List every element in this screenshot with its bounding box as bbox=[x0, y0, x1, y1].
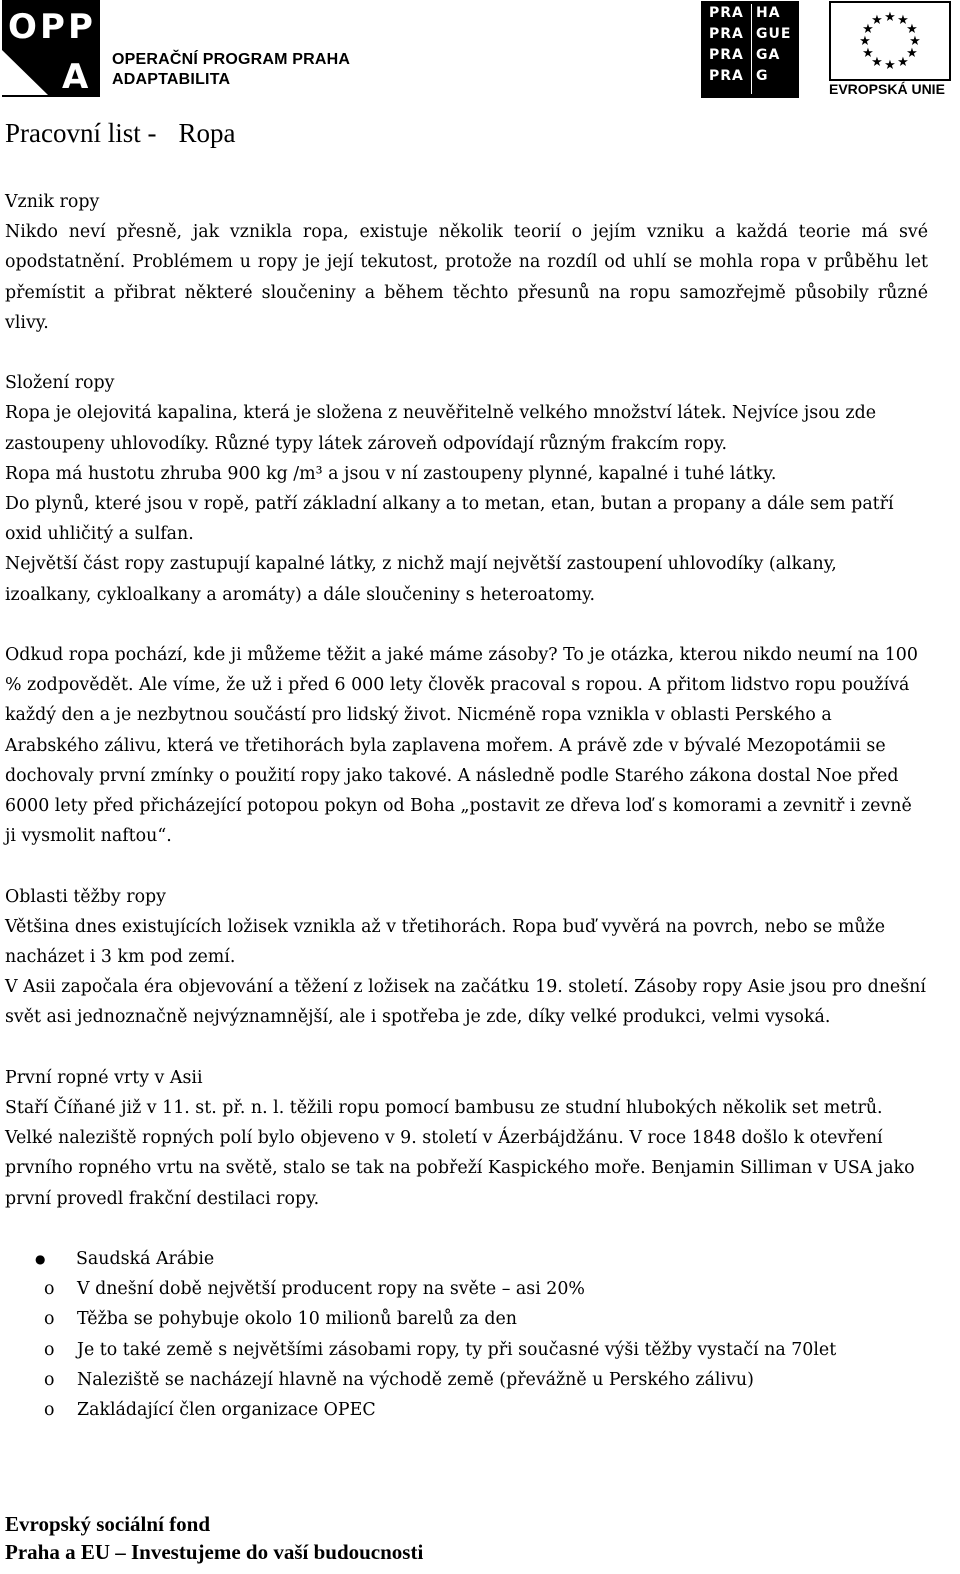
paragraph-vznik: Nikdo neví přesně, jak vznikla ropa, existuje několik teorií o jejím vzniku a každá teorie má své opodstatnění. Problémem u ropy je její tekutost, protože na rozdíl od uhlí se mohla ropa v průběhu let přemístit a přibrat některé sloučeniny a během těchto přesunů na ropu samozřejmě působily různé vlivy. bbox=[5, 222, 928, 333]
paragraph-oblasti-2: V Asii započala éra objevování a těžení z ložisek na začátku 19. století. Zásoby ropy Asie jsou pro dnešní svět asi jednoznačně nejvýznamnější, ale i spotřeba je zde, díky velké produkci, velmi vysoká. bbox=[5, 977, 926, 1028]
opp-logo-mark bbox=[2, 0, 102, 98]
eu-logo bbox=[829, 1, 953, 98]
svg-text:★: ★ bbox=[862, 22, 874, 37]
bullet-label: Saudská Arábie bbox=[76, 1249, 215, 1270]
opp-title-line1: OPERAČNÍ PROGRAM PRAHA bbox=[112, 51, 351, 68]
page-footer bbox=[5, 1510, 423, 1566]
opp-logo bbox=[2, 0, 102, 98]
list-item: o Naleziště se nacházejí hlavně na východě země (převážně u Perského zálivu) bbox=[5, 1365, 928, 1395]
title-part2: Ropa bbox=[178, 118, 236, 148]
svg-text:★: ★ bbox=[897, 13, 909, 28]
footer-line2: Praha a EU – Investujeme do vaší budoucnosti bbox=[5, 1540, 424, 1564]
svg-text:★: ★ bbox=[871, 13, 883, 28]
document-body bbox=[5, 187, 928, 1425]
svg-text:O: O bbox=[8, 7, 37, 47]
footer-line1: Evropský sociální fond bbox=[5, 1512, 211, 1536]
list-item: o Zakládající člen organizace OPEC bbox=[5, 1395, 928, 1425]
svg-text:★: ★ bbox=[906, 22, 918, 37]
paragraph-vrty: Staří Číňané již v 11. st. př. n. l. těžili ropu pomocí bambusu ze studní hlubokých několik set metrů. Velké naleziště ropných polí bylo objeveno v 9. století v Ázerbájdžánu. V roce 1848 došlo k otevření prvního ropného vrtu na světě, stalo se tak na pobřeží Kaspického moře. Benjamin Silliman v USA jako první provedl frakční destilaci ropy. bbox=[5, 1098, 915, 1209]
list-item: o Je to také země s největšími zásobami ropy, ty při současné výši těžby vystačí na 70let bbox=[5, 1335, 928, 1365]
page-title bbox=[5, 118, 235, 149]
opp-program-title bbox=[112, 50, 350, 90]
svg-text:★: ★ bbox=[862, 46, 874, 61]
svg-text:★: ★ bbox=[884, 58, 896, 73]
svg-text:★: ★ bbox=[884, 10, 896, 25]
page-header bbox=[0, 0, 960, 105]
eu-stars-icon bbox=[831, 3, 949, 79]
svg-text:P: P bbox=[68, 7, 93, 47]
list-item: o V dnešní době největší producent ropy na světe – asi 20% bbox=[5, 1274, 928, 1304]
section-heading-oblasti: Oblasti těžby ropy bbox=[5, 886, 166, 907]
paragraph-slozeni-2: Ropa má hustotu zhruba 900 kg /m³ a jsou v ní zastoupeny plynné, kapalné i tuhé látky. bbox=[5, 463, 777, 484]
section-heading-vznik: Vznik ropy bbox=[5, 192, 100, 212]
bullet-list bbox=[5, 1244, 928, 1425]
svg-text:★: ★ bbox=[897, 55, 909, 70]
paragraph-slozeni-4: Největší část ropy zastupují kapalné látky, z nichž mají největší zastoupení uhlovodíky (alkany, izoalkany, cykloalkany a aromáty) a dále sloučeniny s heteroatomy. bbox=[5, 554, 837, 605]
paragraph-odkud: Odkud ropa pochází, kde ji můžeme těžit a jaké máme zásoby? To je otázka, kterou nikdo neumí na 100 % zodpovědět. Ale víme, že už i před 6 000 lety člověk pracoval s ropou. A přitom lidstvo ropu používá každý den a je nezbytnou součástí pro lidský život. Nicméně ropa vznikla v oblasti Perského a Arabského zálivu, která ve třetihorách byla zaplavena mořem. A právě zde v bývalé Mezopotámii se dochovaly první zmínky o použití ropy jako takové. A následně podle Starého zákona dostal Noe před 6000 lety před přicházející potopou pokyn od Boha „postavit ze dřeva loď s komorami a zevnitř i zevně ji vysmolit naftou“. bbox=[5, 645, 918, 847]
title-part1: Pracovní list - bbox=[5, 118, 157, 148]
list-item: o Těžba se pohybuje okolo 10 milionů barelů za den bbox=[5, 1304, 928, 1334]
section-heading-vrty: První ropné vrty v Asii bbox=[5, 1067, 203, 1088]
svg-text:★: ★ bbox=[909, 34, 921, 49]
paragraph-oblasti-1: Většina dnes existujících ložisek vznikla až v třetihorách. Ropa buď vyvěrá na povrch, nebo se může nacházet i 3 km pod zemí. bbox=[5, 916, 885, 968]
section-heading-slozeni: Složení ropy bbox=[5, 373, 115, 394]
paragraph-slozeni-3: Do plynů, které jsou v ropě, patří základní alkany a to metan, etan, butan a propany a dále sem patří oxid uhličitý a sulfan. bbox=[5, 494, 894, 545]
svg-text:★: ★ bbox=[871, 55, 883, 70]
paragraph-slozeni-1: Ropa je olejovitá kapalina, která je složena z neuvěřitelně velkého množství látek. Nejvíce jsou zde zastoupeny uhlovodíky. Různé typy látek zároveň odpovídají různým frakcím ropy. bbox=[5, 403, 877, 454]
svg-text:★: ★ bbox=[906, 46, 918, 61]
list-item bbox=[5, 1244, 928, 1425]
svg-text:A: A bbox=[62, 57, 89, 97]
eu-label: EVROPSKÁ UNIE bbox=[829, 81, 945, 97]
sub-list bbox=[5, 1274, 928, 1425]
svg-text:★: ★ bbox=[859, 34, 871, 49]
praha-logo: PRA HA PRA GUE PRA GA PRA G bbox=[701, 1, 799, 98]
svg-text:P: P bbox=[40, 7, 65, 47]
opp-title-line2: ADAPTABILITA bbox=[112, 71, 231, 88]
eu-flag bbox=[829, 1, 951, 81]
